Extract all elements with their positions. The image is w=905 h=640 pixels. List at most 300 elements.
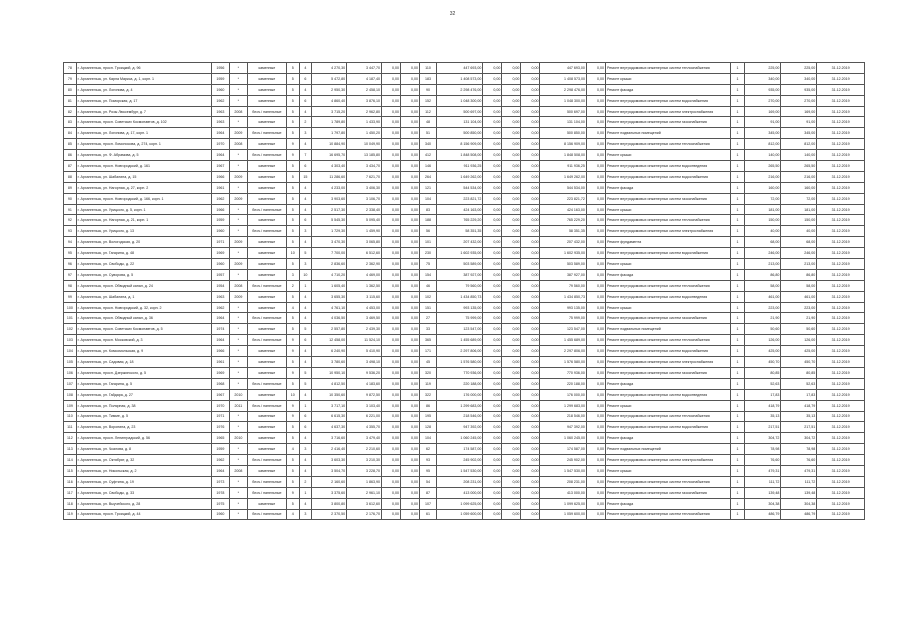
cell-area-common: 0,00 bbox=[401, 117, 420, 128]
cell-unit-cost: 304,38 bbox=[745, 498, 781, 509]
cell-total-area: 4 860,40 bbox=[312, 95, 347, 106]
cell-entrances: 1 bbox=[299, 487, 312, 498]
cell-entrances: 4 bbox=[299, 302, 312, 313]
cell-address: г. Архангельск, ул. Нагорная, д. 21, корп. 1 bbox=[76, 215, 211, 226]
cell-wall-material: блоч./ панельные bbox=[247, 487, 286, 498]
cell-wall-material: каменные bbox=[247, 291, 286, 302]
cell-entrances: 4 bbox=[299, 433, 312, 444]
cell-quantity: 1 bbox=[730, 422, 745, 433]
cell-area-common: 0,00 bbox=[401, 367, 420, 378]
cell-living-area: 3 469,50 bbox=[347, 313, 382, 324]
cell-row-number: 94 bbox=[64, 237, 77, 248]
cell-residents: 188 bbox=[420, 215, 437, 226]
cell-completion-date: 31.12.2019 bbox=[817, 128, 865, 139]
cell-max-cost: 225,00 bbox=[781, 63, 817, 74]
cell-repair-cost: 993 135,00 bbox=[436, 302, 482, 313]
cell-entrances: 6 bbox=[299, 73, 312, 84]
cell-living-area: 4 355,70 bbox=[347, 422, 382, 433]
cell-residents: 110 bbox=[420, 63, 437, 74]
cell-other-funds: 0,00 bbox=[586, 422, 605, 433]
cell-unit-cost: 52,63 bbox=[745, 378, 781, 389]
cell-work-type: Ремонт фасада bbox=[605, 433, 730, 444]
cell-budget-share: 0,00 bbox=[502, 84, 521, 95]
cell-residents: 86 bbox=[420, 400, 437, 411]
cell-repair-cost: 1 059 600,00 bbox=[436, 509, 482, 520]
cell-repair-cost: 1 576 580,00 bbox=[436, 357, 482, 368]
cell-row-number: 109 bbox=[64, 400, 77, 411]
cell-wall-material: каменные bbox=[247, 367, 286, 378]
cell-completion-date: 31.12.2019 bbox=[817, 476, 865, 487]
cell-other-funds: 0,00 bbox=[586, 346, 605, 357]
cell-budget-share: 0,00 bbox=[502, 215, 521, 226]
cell-entrances: 6 bbox=[299, 422, 312, 433]
cell-wall-material: каменные bbox=[247, 357, 286, 368]
cell-quantity: 1 bbox=[730, 455, 745, 466]
cell-repair-cost: 1 649 262,00 bbox=[436, 171, 482, 182]
cell-row-number: 93 bbox=[64, 226, 77, 237]
cell-residents: 90 bbox=[420, 84, 437, 95]
cell-completion-date: 31.12.2019 bbox=[817, 280, 865, 291]
cell-address: г. Архангельск, ул. Свободы, д. 33 bbox=[76, 487, 211, 498]
cell-max-cost: 304,72 bbox=[781, 433, 817, 444]
cell-max-cost: 160,00 bbox=[781, 182, 817, 193]
cell-entrances: 4 bbox=[299, 182, 312, 193]
cell-quantity: 1 bbox=[730, 95, 745, 106]
cell-area-nonliving: 0,00 bbox=[381, 487, 400, 498]
table-row bbox=[64, 193, 865, 204]
cell-floors: 5 bbox=[286, 226, 299, 237]
cell-work-type: Ремонт внутридомовых инженерных систем газоснабжения bbox=[605, 117, 730, 128]
cell-budget-share: 0,00 bbox=[502, 367, 521, 378]
cell-residents: 62 bbox=[420, 444, 437, 455]
cell-build-year: 1966 bbox=[211, 346, 229, 357]
cell-repair-cost: 544 534,00 bbox=[436, 182, 482, 193]
cell-floors: 5 bbox=[286, 215, 299, 226]
cell-repair-cost: 1 848 508,00 bbox=[436, 150, 482, 161]
cell-build-year: 1968 bbox=[211, 378, 229, 389]
cell-fund-share: 0,00 bbox=[483, 150, 502, 161]
cell-local-share: 0,00 bbox=[521, 433, 540, 444]
cell-owners-funds: 8 156 909,00 bbox=[540, 139, 586, 150]
cell-completion-date: 31.12.2019 bbox=[817, 106, 865, 117]
cell-floors: 4 bbox=[286, 509, 299, 520]
cell-fund-share: 0,00 bbox=[483, 357, 502, 368]
cell-total-area: 2 370,50 bbox=[312, 509, 347, 520]
cell-area-nonliving: 0,00 bbox=[381, 498, 400, 509]
cell-wall-material: каменные bbox=[247, 389, 286, 400]
cell-total-area: 2 836,60 bbox=[312, 259, 347, 270]
cell-work-type: Ремонт фундамента bbox=[605, 237, 730, 248]
cell-other-funds: 0,00 bbox=[586, 280, 605, 291]
cell-address: г. Архангельск, ул. Суворова, д. 5 bbox=[76, 269, 211, 280]
cell-unit-cost: 225,00 bbox=[745, 63, 781, 74]
cell-living-area: 1 863,90 bbox=[347, 476, 382, 487]
cell-work-type: Ремонт внутридомовых инженерных систем газоснабжения bbox=[605, 487, 730, 498]
cell-area-common: 0,00 bbox=[401, 106, 420, 117]
cell-build-year: 1975 bbox=[211, 498, 229, 509]
cell-budget-share: 0,00 bbox=[502, 269, 521, 280]
cell-living-area: 13 185,80 bbox=[347, 150, 382, 161]
cell-budget-share: 0,00 bbox=[502, 248, 521, 259]
cell-area-nonliving: 0,00 bbox=[381, 389, 400, 400]
cell-completion-date: 31.12.2019 bbox=[817, 139, 865, 150]
table-row bbox=[64, 171, 865, 182]
cell-repair-cost: 911 936,25 bbox=[436, 161, 482, 172]
cell-residents: 33 bbox=[420, 324, 437, 335]
cell-local-share: 0,00 bbox=[521, 378, 540, 389]
cell-quantity: 1 bbox=[730, 237, 745, 248]
cell-fund-share: 0,00 bbox=[483, 346, 502, 357]
cell-max-cost: 111,72 bbox=[781, 476, 817, 487]
cell-max-cost: 169,00 bbox=[781, 106, 817, 117]
cell-area-nonliving: 0,00 bbox=[381, 465, 400, 476]
cell-max-cost: 21,90 bbox=[781, 313, 817, 324]
cell-repair-year: * bbox=[229, 422, 247, 433]
cell-fund-share: 0,00 bbox=[483, 269, 502, 280]
cell-repair-year: 2010 bbox=[229, 433, 247, 444]
cell-budget-share: 0,00 bbox=[502, 302, 521, 313]
cell-max-cost: 181,00 bbox=[781, 204, 817, 215]
cell-residents: 87 bbox=[420, 487, 437, 498]
cell-floors: 10 bbox=[286, 389, 299, 400]
cell-wall-material: каменные bbox=[247, 302, 286, 313]
cell-repair-cost: 2 297 806,00 bbox=[436, 346, 482, 357]
cell-completion-date: 31.12.2019 bbox=[817, 367, 865, 378]
cell-address: г. Архангельск, ул. Садовая, д. 18 bbox=[76, 357, 211, 368]
cell-living-area: 1 450,20 bbox=[347, 128, 382, 139]
cell-residents: 51 bbox=[420, 128, 437, 139]
cell-repair-year: * bbox=[229, 476, 247, 487]
cell-max-cost: 217,51 bbox=[781, 422, 817, 433]
cell-wall-material: каменные bbox=[247, 259, 286, 270]
cell-quantity: 1 bbox=[730, 324, 745, 335]
cell-wall-material: блоч./ панельные bbox=[247, 128, 286, 139]
cell-budget-share: 0,00 bbox=[502, 400, 521, 411]
cell-address: г. Архангельск, ул. Розы Люксембург, д. 7 bbox=[76, 106, 211, 117]
cell-fund-share: 0,00 bbox=[483, 139, 502, 150]
cell-local-share: 0,00 bbox=[521, 117, 540, 128]
cell-budget-share: 0,00 bbox=[502, 204, 521, 215]
cell-local-share: 0,00 bbox=[521, 73, 540, 84]
cell-work-type: Ремонт фасада bbox=[605, 182, 730, 193]
cell-budget-share: 0,00 bbox=[502, 117, 521, 128]
cell-area-nonliving: 0,00 bbox=[381, 182, 400, 193]
cell-area-common: 0,00 bbox=[401, 476, 420, 487]
cell-work-type: Ремонт подвальных помещений bbox=[605, 444, 730, 455]
cell-other-funds: 0,00 bbox=[586, 73, 605, 84]
cell-area-common: 0,00 bbox=[401, 433, 420, 444]
cell-wall-material: блоч./ панельные bbox=[247, 455, 286, 466]
cell-total-area: 2 416,40 bbox=[312, 444, 347, 455]
cell-repair-year: * bbox=[229, 204, 247, 215]
cell-area-nonliving: 0,00 bbox=[381, 161, 400, 172]
cell-build-year: 1959 bbox=[211, 215, 229, 226]
cell-unit-cost: 270,00 bbox=[745, 95, 781, 106]
cell-other-funds: 0,00 bbox=[586, 291, 605, 302]
cell-repair-year: * bbox=[229, 73, 247, 84]
cell-other-funds: 0,00 bbox=[586, 248, 605, 259]
cell-living-area: 2 338,40 bbox=[347, 204, 382, 215]
cell-max-cost: 17,83 bbox=[781, 389, 817, 400]
cell-owners-funds: 131 104,00 bbox=[540, 117, 586, 128]
cell-entrances: 10 bbox=[299, 269, 312, 280]
cell-other-funds: 0,00 bbox=[586, 465, 605, 476]
cell-other-funds: 0,00 bbox=[586, 215, 605, 226]
cell-completion-date: 31.12.2019 bbox=[817, 357, 865, 368]
cell-floors: 9 bbox=[286, 400, 299, 411]
cell-fund-share: 0,00 bbox=[483, 161, 502, 172]
cell-row-number: 99 bbox=[64, 291, 77, 302]
cell-quantity: 1 bbox=[730, 313, 745, 324]
cell-total-area: 4 637,30 bbox=[312, 422, 347, 433]
cell-work-type: Ремонт внутридомовых инженерных систем электроснабжения bbox=[605, 357, 730, 368]
cell-living-area: 3 103,40 bbox=[347, 400, 382, 411]
cell-wall-material: каменные bbox=[247, 139, 286, 150]
table-row bbox=[64, 400, 865, 411]
cell-repair-year: * bbox=[229, 367, 247, 378]
cell-owners-funds: 1 299 683,00 bbox=[540, 400, 586, 411]
cell-floors: 5 bbox=[286, 324, 299, 335]
cell-repair-cost: 413 000,00 bbox=[436, 487, 482, 498]
cell-living-area: 3 228,70 bbox=[347, 465, 382, 476]
cell-residents: 154 bbox=[420, 269, 437, 280]
cell-unit-cost: 425,00 bbox=[745, 346, 781, 357]
cell-other-funds: 0,00 bbox=[586, 498, 605, 509]
cell-entrances: 4 bbox=[299, 193, 312, 204]
table-row bbox=[64, 182, 865, 193]
cell-row-number: 110 bbox=[64, 411, 77, 422]
cell-entrances: 4 bbox=[299, 346, 312, 357]
cell-wall-material: блоч./ панельные bbox=[247, 378, 286, 389]
cell-wall-material: каменные bbox=[247, 269, 286, 280]
cell-unit-cost: 181,00 bbox=[745, 204, 781, 215]
cell-other-funds: 0,00 bbox=[586, 302, 605, 313]
cell-local-share: 0,00 bbox=[521, 161, 540, 172]
cell-living-area: 4 187,40 bbox=[347, 73, 382, 84]
cell-completion-date: 31.12.2019 bbox=[817, 73, 865, 84]
cell-unit-cost: 479,31 bbox=[745, 465, 781, 476]
cell-row-number: 119 bbox=[64, 509, 77, 520]
cell-budget-share: 0,00 bbox=[502, 291, 521, 302]
cell-completion-date: 31.12.2019 bbox=[817, 63, 865, 74]
cell-max-cost: 35,13 bbox=[781, 411, 817, 422]
cell-living-area: 10 049,90 bbox=[347, 139, 382, 150]
cell-total-area: 10 950,10 bbox=[312, 367, 347, 378]
cell-floors: 2 bbox=[286, 280, 299, 291]
cell-row-number: 107 bbox=[64, 378, 77, 389]
table-row bbox=[64, 302, 865, 313]
cell-repair-cost: 1 602 935,00 bbox=[436, 248, 482, 259]
cell-budget-share: 0,00 bbox=[502, 182, 521, 193]
cell-repair-year: * bbox=[229, 150, 247, 161]
cell-local-share: 0,00 bbox=[521, 95, 540, 106]
cell-quantity: 1 bbox=[730, 63, 745, 74]
cell-repair-year: 2009 bbox=[229, 237, 247, 248]
cell-budget-share: 0,00 bbox=[502, 150, 521, 161]
cell-owners-funds: 2 297 806,00 bbox=[540, 346, 586, 357]
cell-area-nonliving: 0,00 bbox=[381, 367, 400, 378]
cell-living-area: 9 536,20 bbox=[347, 367, 382, 378]
cell-entrances: 6 bbox=[299, 95, 312, 106]
cell-work-type: Ремонт внутридомовых инженерных систем теплоснабжения bbox=[605, 215, 730, 226]
cell-residents: 183 bbox=[420, 73, 437, 84]
cell-completion-date: 31.12.2019 bbox=[817, 204, 865, 215]
cell-unit-cost: 40,00 bbox=[745, 226, 781, 237]
cell-living-area: 5 410,90 bbox=[347, 346, 382, 357]
cell-entrances: 4 bbox=[299, 313, 312, 324]
cell-repair-year: 2009 bbox=[229, 291, 247, 302]
cell-row-number: 89 bbox=[64, 182, 77, 193]
cell-max-cost: 265,50 bbox=[781, 161, 817, 172]
cell-unit-cost: 50,60 bbox=[745, 324, 781, 335]
cell-residents: 93 bbox=[420, 455, 437, 466]
cell-fund-share: 0,00 bbox=[483, 95, 502, 106]
table-row bbox=[64, 248, 865, 259]
cell-wall-material: блоч./ панельные bbox=[247, 106, 286, 117]
cell-budget-share: 0,00 bbox=[502, 280, 521, 291]
cell-living-area: 2 210,60 bbox=[347, 444, 382, 455]
cell-address: г. Архангельск, ул. Вологодская, д. 20 bbox=[76, 237, 211, 248]
cell-address: г. Архангельск, ул. Чкалова, д. 8 bbox=[76, 444, 211, 455]
cell-address: г. Архангельск, просп. Троицкий, д. 44 bbox=[76, 509, 211, 520]
cell-wall-material: каменные bbox=[247, 237, 286, 248]
table-row bbox=[64, 465, 865, 476]
cell-local-share: 0,00 bbox=[521, 182, 540, 193]
cell-area-nonliving: 0,00 bbox=[381, 226, 400, 237]
cell-completion-date: 31.12.2019 bbox=[817, 237, 865, 248]
cell-quantity: 1 bbox=[730, 182, 745, 193]
cell-budget-share: 0,00 bbox=[502, 63, 521, 74]
cell-build-year: 1954 bbox=[211, 280, 229, 291]
table-row bbox=[64, 313, 865, 324]
cell-wall-material: каменные bbox=[247, 117, 286, 128]
cell-entrances: 3 bbox=[299, 509, 312, 520]
cell-owners-funds: 1 602 935,00 bbox=[540, 248, 586, 259]
cell-area-nonliving: 0,00 bbox=[381, 139, 400, 150]
cell-row-number: 81 bbox=[64, 95, 77, 106]
cell-build-year: 1961 bbox=[211, 357, 229, 368]
cell-living-area: 6 221,00 bbox=[347, 411, 382, 422]
cell-floors: 5 bbox=[286, 357, 299, 368]
cell-work-type: Ремонт внутридомовых инженерных систем теплоснабжения bbox=[605, 411, 730, 422]
cell-unit-cost: 68,00 bbox=[745, 237, 781, 248]
cell-area-nonliving: 0,00 bbox=[381, 215, 400, 226]
cell-residents: 107 bbox=[420, 498, 437, 509]
cell-other-funds: 0,00 bbox=[586, 357, 605, 368]
cell-fund-share: 0,00 bbox=[483, 367, 502, 378]
cell-quantity: 1 bbox=[730, 433, 745, 444]
cell-entrances: 4 bbox=[299, 455, 312, 466]
cell-row-number: 85 bbox=[64, 139, 77, 150]
cell-entrances: 4 bbox=[299, 139, 312, 150]
cell-area-nonliving: 0,00 bbox=[381, 302, 400, 313]
cell-build-year: 1959 bbox=[211, 73, 229, 84]
cell-work-type: Ремонт внутридомовых инженерных систем теплоснабжения bbox=[605, 509, 730, 520]
cell-entrances: 6 bbox=[299, 411, 312, 422]
cell-area-nonliving: 0,00 bbox=[381, 204, 400, 215]
table-row bbox=[64, 291, 865, 302]
cell-local-share: 0,00 bbox=[521, 498, 540, 509]
cell-repair-year: * bbox=[229, 498, 247, 509]
cell-local-share: 0,00 bbox=[521, 313, 540, 324]
cell-entrances: 7 bbox=[299, 150, 312, 161]
cell-repair-year: * bbox=[229, 248, 247, 259]
cell-work-type: Ремонт внутридомовых инженерных систем электроснабжения bbox=[605, 226, 730, 237]
cell-quantity: 1 bbox=[730, 389, 745, 400]
cell-build-year: 1967 bbox=[211, 161, 229, 172]
cell-repair-cost: 1 547 530,00 bbox=[436, 465, 482, 476]
cell-residents: 195 bbox=[420, 411, 437, 422]
cell-area-nonliving: 0,00 bbox=[381, 433, 400, 444]
cell-total-area: 2 517,30 bbox=[312, 204, 347, 215]
cell-residents: 320 bbox=[420, 367, 437, 378]
cell-row-number: 105 bbox=[64, 357, 77, 368]
cell-living-area: 1 362,50 bbox=[347, 280, 382, 291]
cell-max-cost: 450,70 bbox=[781, 357, 817, 368]
cell-fund-share: 0,00 bbox=[483, 204, 502, 215]
cell-fund-share: 0,00 bbox=[483, 411, 502, 422]
cell-fund-share: 0,00 bbox=[483, 433, 502, 444]
cell-floors: 5 bbox=[286, 106, 299, 117]
cell-build-year: 1969 bbox=[211, 367, 229, 378]
cell-address: г. Архангельск, ул. Урицкого, д. 13 bbox=[76, 226, 211, 237]
cell-build-year: 1974 bbox=[211, 324, 229, 335]
cell-address: г. Архангельск, ул. Логинова, д. 17, корп. 1 bbox=[76, 128, 211, 139]
cell-owners-funds: 413 000,00 bbox=[540, 487, 586, 498]
cell-build-year: 1956 bbox=[211, 63, 229, 74]
cell-fund-share: 0,00 bbox=[483, 117, 502, 128]
cell-work-type: Ремонт внутридомовых инженерных систем теплоснабжения bbox=[605, 476, 730, 487]
cell-row-number: 87 bbox=[64, 161, 77, 172]
cell-owners-funds: 58 351,35 bbox=[540, 226, 586, 237]
cell-area-nonliving: 0,00 bbox=[381, 117, 400, 128]
cell-owners-funds: 993 135,00 bbox=[540, 302, 586, 313]
cell-address: г. Архангельск, ул. Гагарина, д. 48 bbox=[76, 248, 211, 259]
cell-budget-share: 0,00 bbox=[502, 433, 521, 444]
cell-repair-cost: 1 060 245,00 bbox=[436, 433, 482, 444]
cell-living-area: 6 512,60 bbox=[347, 248, 382, 259]
cell-unit-cost: 21,90 bbox=[745, 313, 781, 324]
cell-total-area: 4 233,00 bbox=[312, 182, 347, 193]
cell-address: г. Архангельск, ул. Тимме, д. 5 bbox=[76, 411, 211, 422]
cell-unit-cost: 78,98 bbox=[745, 444, 781, 455]
cell-address: г. Архангельск, просп. Новгородский, д. 161 bbox=[76, 161, 211, 172]
cell-local-share: 0,00 bbox=[521, 106, 540, 117]
cell-wall-material: каменные bbox=[247, 215, 286, 226]
cell-residents: 45 bbox=[420, 357, 437, 368]
cell-residents: 46 bbox=[420, 280, 437, 291]
cell-work-type: Ремонт внутридомовых инженерных систем электроснабжения bbox=[605, 455, 730, 466]
cell-repair-cost: 500 850,00 bbox=[436, 128, 482, 139]
cell-wall-material: блоч./ панельные bbox=[247, 204, 286, 215]
cell-max-cost: 935,00 bbox=[781, 84, 817, 95]
cell-wall-material: блоч./ панельные bbox=[247, 280, 286, 291]
cell-build-year: 1963 bbox=[211, 291, 229, 302]
cell-living-area: 2 962,80 bbox=[347, 106, 382, 117]
cell-quantity: 1 bbox=[730, 357, 745, 368]
cell-area-nonliving: 0,00 bbox=[381, 280, 400, 291]
cell-fund-share: 0,00 bbox=[483, 487, 502, 498]
cell-quantity: 1 bbox=[730, 248, 745, 259]
cell-repair-cost: 1 048 300,00 bbox=[436, 95, 482, 106]
table-row bbox=[64, 150, 865, 161]
cell-total-area: 3 717,10 bbox=[312, 400, 347, 411]
cell-completion-date: 31.12.2019 bbox=[817, 150, 865, 161]
cell-area-nonliving: 0,00 bbox=[381, 291, 400, 302]
cell-fund-share: 0,00 bbox=[483, 400, 502, 411]
cell-entrances: 3 bbox=[299, 444, 312, 455]
cell-other-funds: 0,00 bbox=[586, 378, 605, 389]
